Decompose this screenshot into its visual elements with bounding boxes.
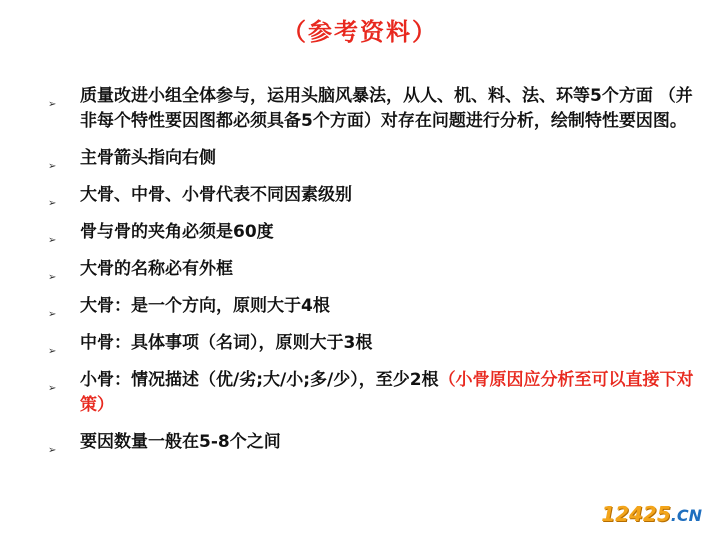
bullet-arrow-icon: ➢ [48,198,57,209]
bullet-text: 小骨：情况描述（优/劣;大/小;多/少），至少2根 [80,370,439,390]
bullet-arrow-icon: ➢ [48,346,57,357]
bullet-item [48,220,698,245]
bullet-arrow-icon: ➢ [48,272,57,283]
bullet-item [48,257,698,282]
bullet-item [48,294,698,319]
bullet-item [48,84,698,134]
bullet-text: 大骨、中骨、小骨代表不同因素级别 [80,185,352,205]
bullet-arrow-icon: ➢ [48,161,57,172]
bullet-arrow-icon: ➢ [48,445,57,456]
watermark-domain: .CN [670,506,702,525]
bullet-list [48,84,698,467]
bullet-emphasis-text: （小骨原因应分析至可以直接下对策） [80,370,694,415]
site-watermark [601,502,702,526]
bullet-text: 质量改进小组全体参与，运用头脑风暴法，从人、机、料、法、环等5个方面 （并非每个特性要因图都必须具备5个方面）对存在问题进行分析，绘制特性要因图。 [80,86,693,131]
bullet-text: 中骨：具体事项（名词），原则大于3根 [80,333,373,353]
bullet-arrow-icon: ➢ [48,235,57,246]
watermark-number: 12425 [601,502,671,526]
bullet-arrow-icon: ➢ [48,383,57,394]
bullet-text: 大骨的名称必有外框 [80,259,233,279]
bullet-item [48,331,698,356]
bullet-item [48,368,698,418]
slide-title: （参考资料） [282,18,438,46]
bullet-text: 骨与骨的夹角必须是60度 [80,222,274,242]
bullet-text: 大骨：是一个方向，原则大于4根 [80,296,330,316]
bullet-text: 要因数量一般在5-8个之间 [80,432,281,452]
bullet-arrow-icon: ➢ [48,309,57,320]
bullet-item [48,430,698,455]
bullet-item [48,146,698,171]
bullet-text: 主骨箭头指向右侧 [80,148,216,168]
bullet-arrow-icon: ➢ [48,99,57,110]
bullet-item [48,183,698,208]
